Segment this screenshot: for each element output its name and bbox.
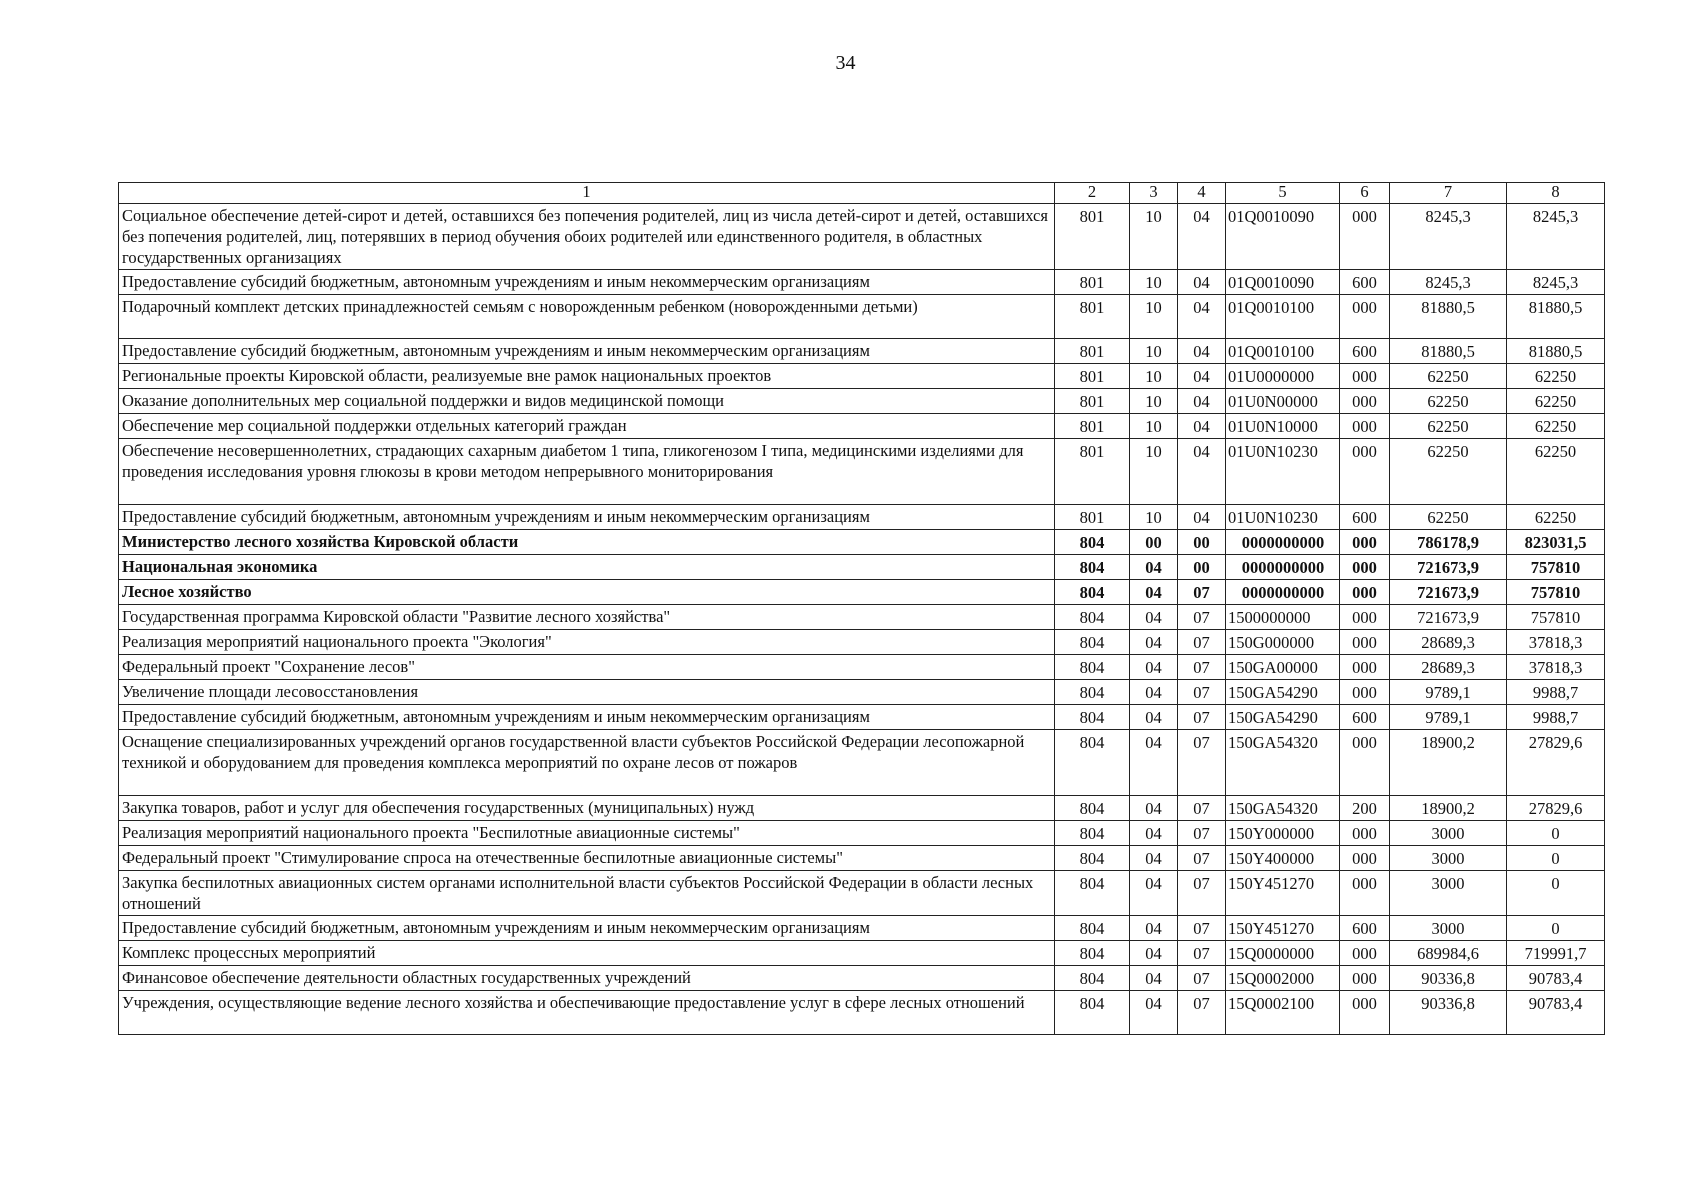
row-name-cell: Государственная программа Кировской области "Развитие лесного хозяйства": [119, 605, 1055, 630]
row-col3-cell: 04: [1130, 680, 1178, 705]
row-col2-cell: 804: [1055, 555, 1130, 580]
row-col8-cell: 62250: [1507, 364, 1605, 389]
row-col7-cell: 62250: [1390, 364, 1507, 389]
table-row: [119, 389, 1605, 414]
row-col6-cell: 000: [1340, 680, 1390, 705]
row-col2-cell: 801: [1055, 389, 1130, 414]
row-col8-cell: 0: [1507, 821, 1605, 846]
row-col6-cell: 000: [1340, 605, 1390, 630]
row-col7-cell: 721673,9: [1390, 555, 1507, 580]
table-row: [119, 821, 1605, 846]
row-col6-cell: 000: [1340, 655, 1390, 680]
row-col4-cell: 07: [1178, 821, 1226, 846]
row-col7-cell: 62250: [1390, 505, 1507, 530]
row-col6-cell: 000: [1340, 364, 1390, 389]
row-name-cell: Региональные проекты Кировской области, реализуемые вне рамок национальных проектов: [119, 364, 1055, 389]
row-col4-cell: 07: [1178, 966, 1226, 991]
table-row: [119, 530, 1605, 555]
row-col3-cell: 04: [1130, 630, 1178, 655]
row-col8-cell: 8245,3: [1507, 204, 1605, 270]
row-col4-cell: 07: [1178, 705, 1226, 730]
row-name-cell: Учреждения, осуществляющие ведение лесного хозяйства и обеспечивающие предоставление услуг в сфере лесных отношений: [119, 991, 1055, 1035]
row-col5-cell: 150Y451270: [1226, 916, 1340, 941]
table-row: [119, 364, 1605, 389]
row-name-cell: Федеральный проект "Стимулирование спроса на отечественные беспилотные авиационные системы": [119, 846, 1055, 871]
table-row: [119, 605, 1605, 630]
row-col4-cell: 07: [1178, 846, 1226, 871]
row-col2-cell: 804: [1055, 680, 1130, 705]
row-col5-cell: 150GA00000: [1226, 655, 1340, 680]
row-col2-cell: 801: [1055, 270, 1130, 295]
row-col7-cell: 18900,2: [1390, 796, 1507, 821]
table-row: [119, 730, 1605, 796]
row-col4-cell: 04: [1178, 204, 1226, 270]
row-col2-cell: 804: [1055, 630, 1130, 655]
row-col2-cell: 801: [1055, 204, 1130, 270]
table-row: [119, 705, 1605, 730]
row-col7-cell: 8245,3: [1390, 204, 1507, 270]
row-col7-cell: 9789,1: [1390, 680, 1507, 705]
row-col4-cell: 04: [1178, 389, 1226, 414]
row-col8-cell: 37818,3: [1507, 655, 1605, 680]
row-name-cell: Финансовое обеспечение деятельности областных государственных учреждений: [119, 966, 1055, 991]
row-col3-cell: 04: [1130, 730, 1178, 796]
row-col2-cell: 804: [1055, 655, 1130, 680]
row-col2-cell: 804: [1055, 821, 1130, 846]
row-col6-cell: 000: [1340, 204, 1390, 270]
row-col2-cell: 804: [1055, 730, 1130, 796]
row-col5-cell: 01Q0010090: [1226, 270, 1340, 295]
row-col6-cell: 000: [1340, 846, 1390, 871]
column-header-2: 2: [1055, 183, 1130, 204]
row-name-cell: Подарочный комплект детских принадлежностей семьям с новорожденным ребенком (новорожденными детьми): [119, 295, 1055, 339]
row-col7-cell: 81880,5: [1390, 295, 1507, 339]
row-name-cell: Лесное хозяйство: [119, 580, 1055, 605]
column-header-1: 1: [119, 183, 1055, 204]
row-col7-cell: 3000: [1390, 821, 1507, 846]
row-col8-cell: 27829,6: [1507, 730, 1605, 796]
table-row: [119, 339, 1605, 364]
row-col2-cell: 804: [1055, 705, 1130, 730]
row-col8-cell: 62250: [1507, 439, 1605, 505]
row-col8-cell: 757810: [1507, 580, 1605, 605]
row-col5-cell: 150G000000: [1226, 630, 1340, 655]
row-col8-cell: 0: [1507, 871, 1605, 916]
row-col4-cell: 00: [1178, 530, 1226, 555]
row-name-cell: Обеспечение несовершеннолетних, страдающих сахарным диабетом 1 типа, гликогенозом I типа, медицинскими изделиями для проведения исследования уровня глюкозы в крови методом непрерывного мониторирования: [119, 439, 1055, 505]
row-col5-cell: 01Q0010100: [1226, 339, 1340, 364]
row-col4-cell: 07: [1178, 916, 1226, 941]
row-name-cell: Предоставление субсидий бюджетным, автономным учреждениям и иным некоммерческим организациям: [119, 505, 1055, 530]
row-col3-cell: 04: [1130, 555, 1178, 580]
row-col8-cell: 81880,5: [1507, 295, 1605, 339]
row-col4-cell: 07: [1178, 871, 1226, 916]
table-row: [119, 941, 1605, 966]
row-col8-cell: 757810: [1507, 605, 1605, 630]
table-row: [119, 991, 1605, 1035]
row-name-cell: Национальная экономика: [119, 555, 1055, 580]
table-row: [119, 846, 1605, 871]
row-col8-cell: 90783,4: [1507, 966, 1605, 991]
row-name-cell: Предоставление субсидий бюджетным, автономным учреждениям и иным некоммерческим организациям: [119, 339, 1055, 364]
row-col2-cell: 804: [1055, 846, 1130, 871]
row-name-cell: Закупка беспилотных авиационных систем органами исполнительной власти субъектов Российской Федерации в области лесных отношений: [119, 871, 1055, 916]
row-col7-cell: 28689,3: [1390, 655, 1507, 680]
row-col7-cell: 62250: [1390, 389, 1507, 414]
table-row: [119, 916, 1605, 941]
row-col4-cell: 07: [1178, 941, 1226, 966]
page-number: 34: [835, 52, 856, 74]
row-col5-cell: 0000000000: [1226, 555, 1340, 580]
row-col6-cell: 600: [1340, 916, 1390, 941]
row-col2-cell: 804: [1055, 916, 1130, 941]
row-col5-cell: 150GA54320: [1226, 796, 1340, 821]
row-col3-cell: 04: [1130, 580, 1178, 605]
row-col4-cell: 07: [1178, 605, 1226, 630]
row-col5-cell: 01U0N10230: [1226, 439, 1340, 505]
row-name-cell: Федеральный проект "Сохранение лесов": [119, 655, 1055, 680]
row-col7-cell: 9789,1: [1390, 705, 1507, 730]
row-col4-cell: 07: [1178, 730, 1226, 796]
row-name-cell: Увеличение площади лесовосстановления: [119, 680, 1055, 705]
row-col3-cell: 10: [1130, 505, 1178, 530]
row-col6-cell: 000: [1340, 630, 1390, 655]
row-col5-cell: 0000000000: [1226, 530, 1340, 555]
row-name-cell: Реализация мероприятий национального проекта "Беспилотные авиационные системы": [119, 821, 1055, 846]
row-col7-cell: 3000: [1390, 916, 1507, 941]
row-col5-cell: 150GA54290: [1226, 705, 1340, 730]
table-row: [119, 630, 1605, 655]
row-col7-cell: 3000: [1390, 846, 1507, 871]
row-name-cell: Оснащение специализированных учреждений органов государственной власти субъектов Российской Федерации лесопожарной техникой и оборудованием для проведения комплекса мероприятий по охране лесов от пожаров: [119, 730, 1055, 796]
row-col7-cell: 8245,3: [1390, 270, 1507, 295]
row-col4-cell: 04: [1178, 339, 1226, 364]
row-col6-cell: 600: [1340, 270, 1390, 295]
row-col8-cell: 62250: [1507, 414, 1605, 439]
table-row: [119, 796, 1605, 821]
row-col3-cell: 04: [1130, 846, 1178, 871]
row-col6-cell: 000: [1340, 439, 1390, 505]
row-col2-cell: 801: [1055, 295, 1130, 339]
row-col4-cell: 07: [1178, 655, 1226, 680]
row-col4-cell: 00: [1178, 555, 1226, 580]
column-header-7: 7: [1390, 183, 1507, 204]
table-row: [119, 414, 1605, 439]
row-col8-cell: 9988,7: [1507, 680, 1605, 705]
row-col5-cell: 01U0000000: [1226, 364, 1340, 389]
row-col8-cell: 62250: [1507, 505, 1605, 530]
row-col2-cell: 804: [1055, 796, 1130, 821]
row-col7-cell: 81880,5: [1390, 339, 1507, 364]
row-col6-cell: 000: [1340, 389, 1390, 414]
row-name-cell: Комплекс процессных мероприятий: [119, 941, 1055, 966]
row-col7-cell: 90336,8: [1390, 966, 1507, 991]
row-col6-cell: 000: [1340, 941, 1390, 966]
table-row: [119, 580, 1605, 605]
row-col8-cell: 0: [1507, 846, 1605, 871]
row-col6-cell: 000: [1340, 991, 1390, 1035]
row-col7-cell: 721673,9: [1390, 605, 1507, 630]
row-col7-cell: 90336,8: [1390, 991, 1507, 1035]
row-col3-cell: 10: [1130, 439, 1178, 505]
row-col7-cell: 62250: [1390, 439, 1507, 505]
row-col7-cell: 689984,6: [1390, 941, 1507, 966]
row-col6-cell: 000: [1340, 580, 1390, 605]
table-row: [119, 871, 1605, 916]
row-col2-cell: 801: [1055, 364, 1130, 389]
column-header-6: 6: [1340, 183, 1390, 204]
row-col3-cell: 10: [1130, 364, 1178, 389]
row-col2-cell: 804: [1055, 605, 1130, 630]
row-col3-cell: 10: [1130, 295, 1178, 339]
table-row: [119, 295, 1605, 339]
row-col8-cell: 27829,6: [1507, 796, 1605, 821]
header-row: [119, 183, 1605, 204]
row-name-cell: Реализация мероприятий национального проекта "Экология": [119, 630, 1055, 655]
row-col8-cell: 62250: [1507, 389, 1605, 414]
row-col8-cell: 90783,4: [1507, 991, 1605, 1035]
table-row: [119, 505, 1605, 530]
row-col4-cell: 07: [1178, 580, 1226, 605]
column-header-8: 8: [1507, 183, 1605, 204]
row-col4-cell: 07: [1178, 991, 1226, 1035]
row-col4-cell: 07: [1178, 796, 1226, 821]
row-col3-cell: 04: [1130, 705, 1178, 730]
row-col8-cell: 719991,7: [1507, 941, 1605, 966]
row-col4-cell: 07: [1178, 630, 1226, 655]
row-col5-cell: 01U0N10230: [1226, 505, 1340, 530]
row-col7-cell: 786178,9: [1390, 530, 1507, 555]
row-col6-cell: 000: [1340, 966, 1390, 991]
row-col4-cell: 04: [1178, 295, 1226, 339]
row-col3-cell: 04: [1130, 796, 1178, 821]
row-col8-cell: 757810: [1507, 555, 1605, 580]
row-col3-cell: 04: [1130, 966, 1178, 991]
row-col4-cell: 04: [1178, 505, 1226, 530]
row-col6-cell: 600: [1340, 505, 1390, 530]
row-col6-cell: 000: [1340, 730, 1390, 796]
row-col3-cell: 04: [1130, 991, 1178, 1035]
row-col6-cell: 600: [1340, 339, 1390, 364]
row-col4-cell: 04: [1178, 270, 1226, 295]
row-col4-cell: 04: [1178, 439, 1226, 505]
row-col5-cell: 150Y000000: [1226, 821, 1340, 846]
row-col5-cell: 1500000000: [1226, 605, 1340, 630]
row-col5-cell: 150GA54320: [1226, 730, 1340, 796]
table-row: [119, 204, 1605, 270]
row-col6-cell: 000: [1340, 414, 1390, 439]
row-name-cell: Социальное обеспечение детей-сирот и детей, оставшихся без попечения родителей, лиц из числа детей-сирот и детей, оставшихся без попечения родителей, лиц, потерявших в период обучения обоих родителей или единственного родителя, в областных государственных организациях: [119, 204, 1055, 270]
row-col3-cell: 00: [1130, 530, 1178, 555]
table-body: [119, 204, 1605, 1035]
row-col5-cell: 150Y400000: [1226, 846, 1340, 871]
row-col5-cell: 15Q0000000: [1226, 941, 1340, 966]
row-col7-cell: 3000: [1390, 871, 1507, 916]
row-col7-cell: 62250: [1390, 414, 1507, 439]
row-col6-cell: 000: [1340, 555, 1390, 580]
row-col5-cell: 01U0N00000: [1226, 389, 1340, 414]
row-col8-cell: 37818,3: [1507, 630, 1605, 655]
row-col5-cell: 15Q0002100: [1226, 991, 1340, 1035]
table-row: [119, 270, 1605, 295]
row-col3-cell: 04: [1130, 941, 1178, 966]
row-col5-cell: 01Q0010090: [1226, 204, 1340, 270]
row-col2-cell: 801: [1055, 414, 1130, 439]
row-col4-cell: 07: [1178, 680, 1226, 705]
row-col5-cell: 150Y451270: [1226, 871, 1340, 916]
table-row: [119, 555, 1605, 580]
row-col2-cell: 804: [1055, 941, 1130, 966]
table-row: [119, 680, 1605, 705]
row-col3-cell: 10: [1130, 270, 1178, 295]
row-name-cell: Предоставление субсидий бюджетным, автономным учреждениям и иным некоммерческим организациям: [119, 705, 1055, 730]
row-col8-cell: 823031,5: [1507, 530, 1605, 555]
row-col8-cell: 0: [1507, 916, 1605, 941]
row-name-cell: Обеспечение мер социальной поддержки отдельных категорий граждан: [119, 414, 1055, 439]
row-col2-cell: 801: [1055, 505, 1130, 530]
row-col2-cell: 804: [1055, 530, 1130, 555]
row-col4-cell: 04: [1178, 414, 1226, 439]
row-col2-cell: 804: [1055, 580, 1130, 605]
row-name-cell: Предоставление субсидий бюджетным, автономным учреждениям и иным некоммерческим организациям: [119, 916, 1055, 941]
row-name-cell: Оказание дополнительных мер социальной поддержки и видов медицинской помощи: [119, 389, 1055, 414]
row-col3-cell: 10: [1130, 389, 1178, 414]
row-col3-cell: 04: [1130, 871, 1178, 916]
row-name-cell: Министерство лесного хозяйства Кировской области: [119, 530, 1055, 555]
budget-table: [118, 182, 1605, 1035]
row-col2-cell: 801: [1055, 439, 1130, 505]
row-name-cell: Предоставление субсидий бюджетным, автономным учреждениям и иным некоммерческим организациям: [119, 270, 1055, 295]
row-col4-cell: 04: [1178, 364, 1226, 389]
column-header-3: 3: [1130, 183, 1178, 204]
row-col3-cell: 10: [1130, 204, 1178, 270]
row-col5-cell: 01Q0010100: [1226, 295, 1340, 339]
row-col7-cell: 28689,3: [1390, 630, 1507, 655]
column-header-5: 5: [1226, 183, 1340, 204]
table-row: [119, 655, 1605, 680]
row-col8-cell: 9988,7: [1507, 705, 1605, 730]
row-col6-cell: 000: [1340, 871, 1390, 916]
row-col7-cell: 721673,9: [1390, 580, 1507, 605]
row-col2-cell: 804: [1055, 991, 1130, 1035]
row-col6-cell: 000: [1340, 821, 1390, 846]
row-col2-cell: 801: [1055, 339, 1130, 364]
row-col3-cell: 10: [1130, 414, 1178, 439]
row-name-cell: Закупка товаров, работ и услуг для обеспечения государственных (муниципальных) нужд: [119, 796, 1055, 821]
row-col3-cell: 10: [1130, 339, 1178, 364]
row-col2-cell: 804: [1055, 871, 1130, 916]
row-col6-cell: 200: [1340, 796, 1390, 821]
row-col6-cell: 600: [1340, 705, 1390, 730]
row-col6-cell: 000: [1340, 530, 1390, 555]
row-col6-cell: 000: [1340, 295, 1390, 339]
row-col3-cell: 04: [1130, 605, 1178, 630]
row-col2-cell: 804: [1055, 966, 1130, 991]
row-col5-cell: 0000000000: [1226, 580, 1340, 605]
row-col5-cell: 150GA54290: [1226, 680, 1340, 705]
row-col5-cell: 15Q0002000: [1226, 966, 1340, 991]
row-col7-cell: 18900,2: [1390, 730, 1507, 796]
row-col3-cell: 04: [1130, 821, 1178, 846]
row-col8-cell: 8245,3: [1507, 270, 1605, 295]
row-col3-cell: 04: [1130, 655, 1178, 680]
row-col5-cell: 01U0N10000: [1226, 414, 1340, 439]
column-header-4: 4: [1178, 183, 1226, 204]
table-row: [119, 966, 1605, 991]
table-row: [119, 439, 1605, 505]
row-col8-cell: 81880,5: [1507, 339, 1605, 364]
row-col3-cell: 04: [1130, 916, 1178, 941]
